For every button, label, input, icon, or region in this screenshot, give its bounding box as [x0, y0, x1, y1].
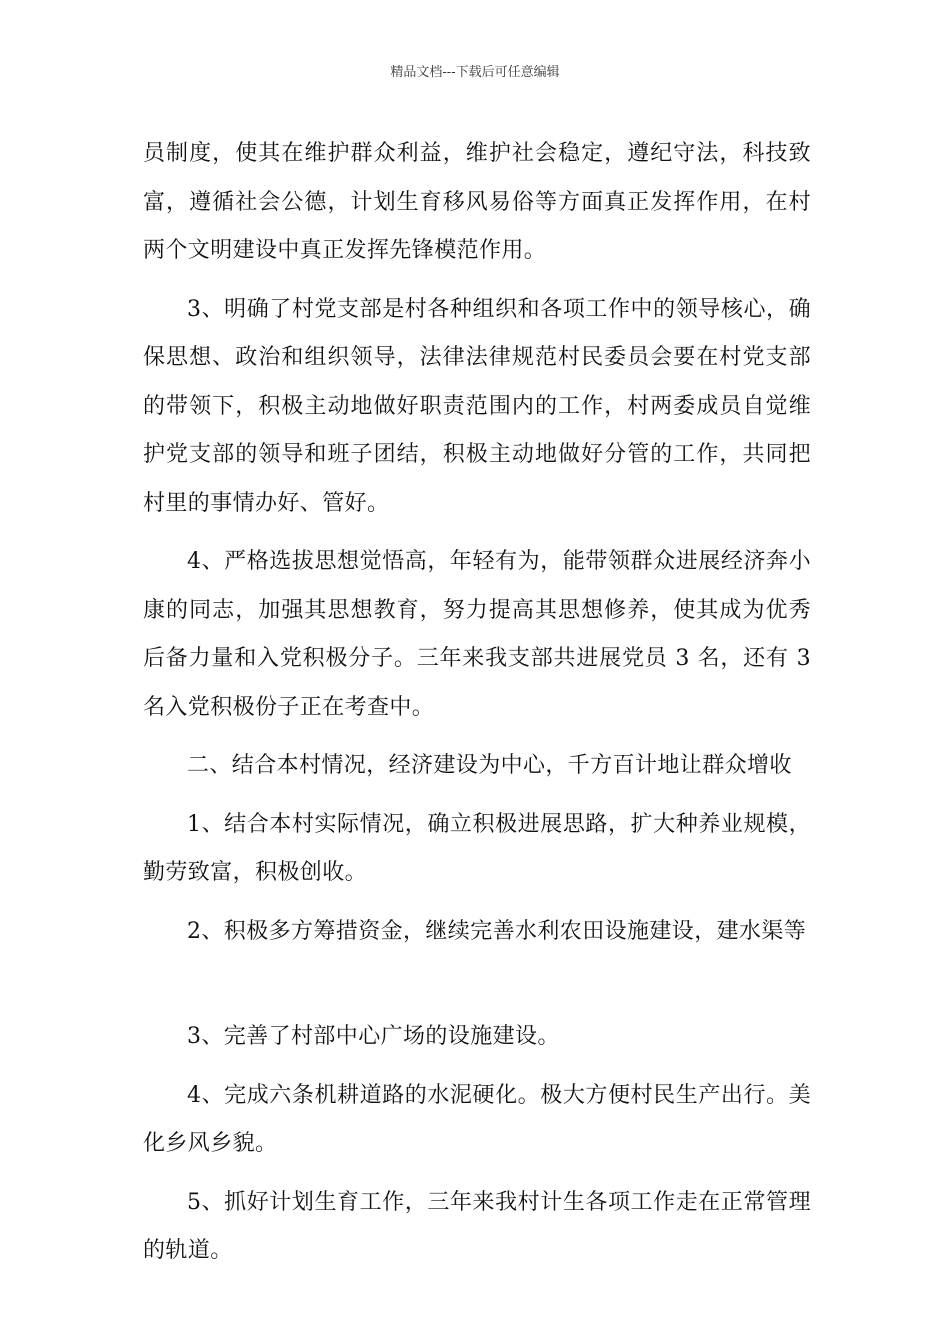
- paragraph-sub-item-4: 4、完成六条机耕道路的水泥硬化。极大方便村民生产出行。美化乡风乡貌。: [143, 1082, 811, 1156]
- page-header: 精品文档---下载后可任意编辑: [390, 65, 560, 80]
- paragraph-sub-item-2: 2、积极多方筹措资金，继续完善水利农田设施建设，建水渠等: [187, 918, 807, 944]
- document-body: [143, 130, 811, 1276]
- paragraph-sub-item-3: 3、完善了村部中心广场的设施建设。: [187, 1024, 560, 1049]
- paragraph-item-3: 3、明确了村党支部是村各种组织和各项工作中的领导核心，确保思想、政治和组织领导，法律法律规范村民委员会要在村党支部的带领下，积极主动地做好职责范围内的工作，村两委成员自觉维护党支部的领导和班子团结，积极主动地做好分管的工作，共同把村里的事情办好、管好。: [143, 296, 811, 516]
- paragraph-continuation: 员制度，使其在维护群众利益，维护社会稳定，遵纪守法，科技致富，遵循社会公德，计划生育移风易俗等方面真正发挥作用，在村两个文明建设中真正发挥先锋模范作用。: [143, 141, 811, 263]
- section-heading-2: 二、结合本村情况，经济建设为中心，千方百计地让群众增收: [187, 753, 792, 778]
- paragraph-item-4: 4、严格选拔思想觉悟高，年轻有为，能带领群众进展经济奔小康的同志，加强其思想教育，努力提高其思想修养，使其成为优秀后备力量和入党积极分子。三年来我支部共进展党员 3 名，还有 3 名入党积极份子正在考查中。: [143, 549, 811, 720]
- paragraph-sub-item-5: 5、抓好计划生育工作，三年来我村计生各项工作走在正常管理的轨道。: [143, 1189, 811, 1263]
- paragraph-sub-item-1: 1、结合本村实际情况，确立积极进展思路，扩大种养业规模，勤劳致富，积极创收。: [143, 811, 811, 885]
